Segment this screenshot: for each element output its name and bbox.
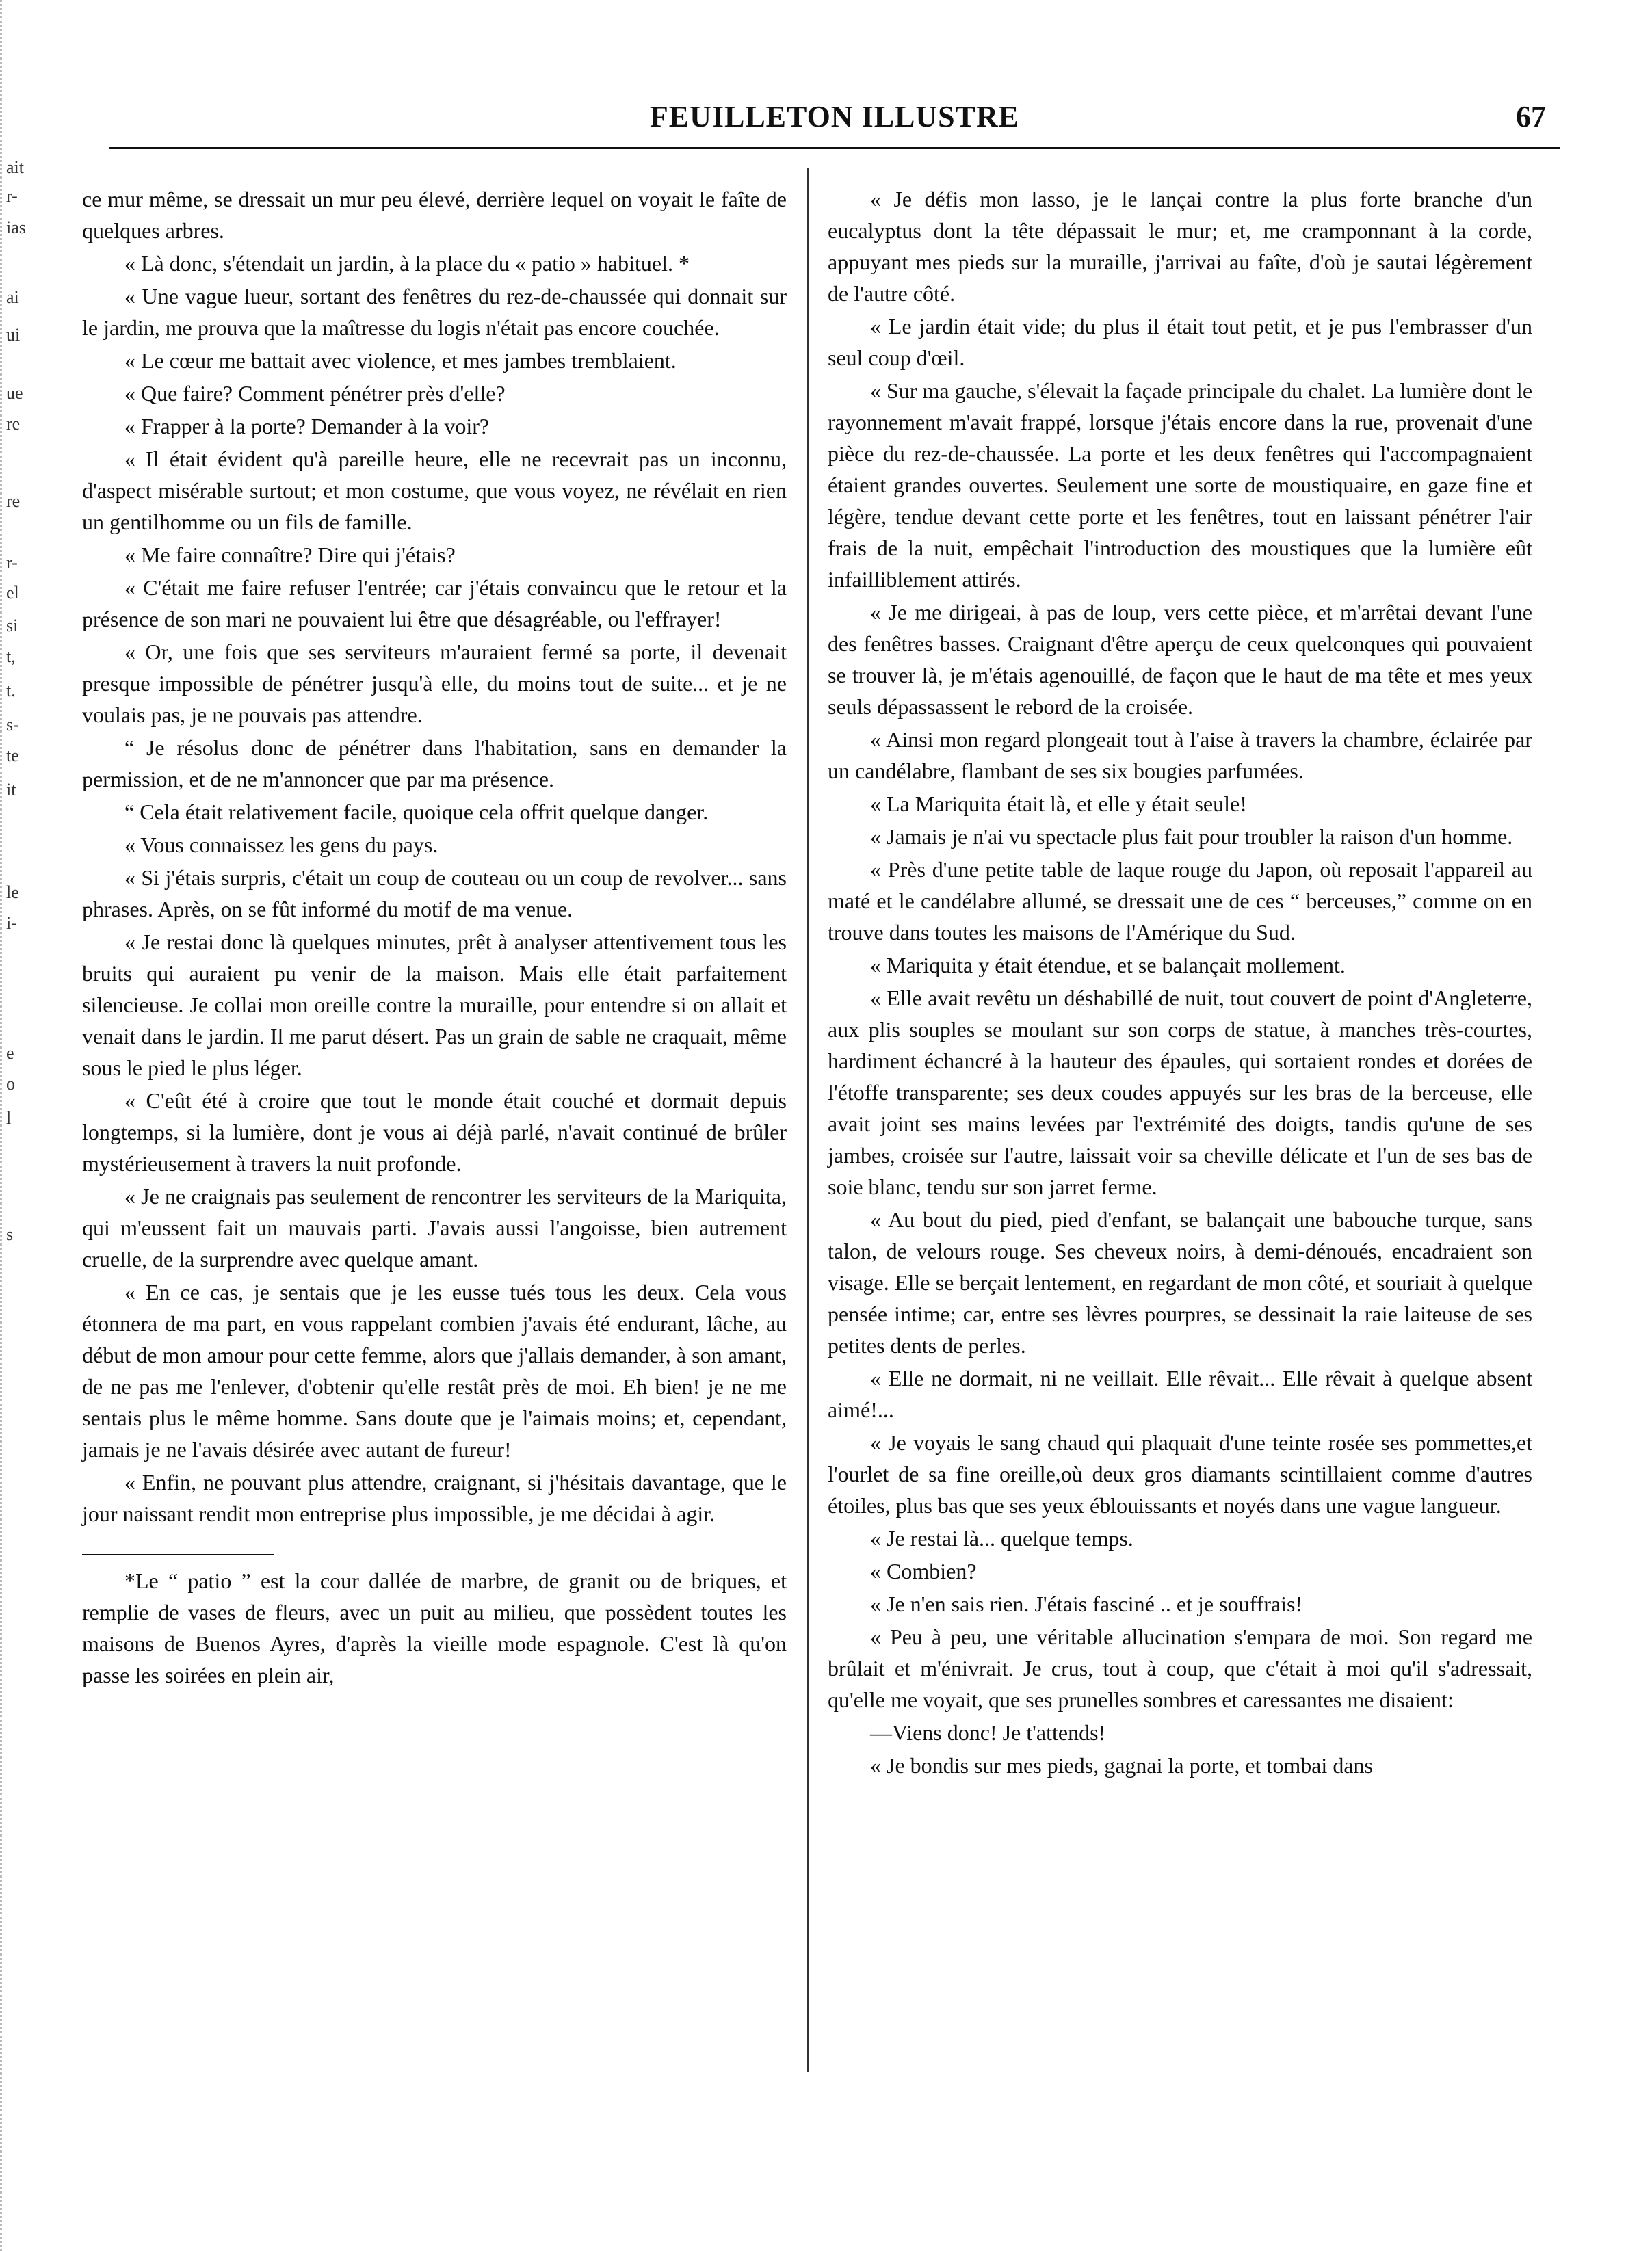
paragraph: « Le jardin était vide; du plus il était tout petit, et je pus l'embrasser d'un seul coup d'œil. bbox=[828, 314, 1532, 370]
margin-fragment: r- bbox=[6, 186, 18, 206]
paragraph: « Si j'étais surpris, c'était un coup de couteau ou un coup de revolver... sans phrases. Après, on se fût informé du motif de ma venue. bbox=[82, 865, 787, 921]
header-rule bbox=[109, 147, 1560, 149]
margin-fragment: t, bbox=[6, 646, 16, 666]
paragraph: « Je bondis sur mes pieds, gagnai la porte, et tombai dans bbox=[870, 1753, 1373, 1778]
page-number: 67 bbox=[1516, 100, 1546, 133]
paragraph: « Jamais je n'ai vu spectacle plus fait pour troubler la raison d'un homme. bbox=[870, 824, 1513, 849]
margin-fragment: ue bbox=[6, 383, 23, 403]
paragraph: « Près d'une petite table de laque rouge du Japon, où reposait l'appareil au maté et le candélabre allumé, se dressait une de ces “ berceuses,” comme on en trouve dans toutes les maisons de l'Amérique du Sud. bbox=[828, 857, 1532, 945]
paragraph: « Le cœur me battait avec violence, et mes jambes tremblaient. bbox=[124, 348, 677, 373]
right-column bbox=[828, 183, 1532, 1782]
paragraph: « Or, une fois que ses serviteurs m'auraient fermé sa porte, il devenait presque impossible de pénétrer jusqu'à elle, du moins tout de suite... et je ne voulais pas, je ne pouvais pas attendre. bbox=[82, 640, 787, 727]
paragraph: « Je restai là... quelque temps. bbox=[870, 1526, 1133, 1551]
footnote-text: *Le “ patio ” est la cour dallée de marbre, de granit ou de briques, et remplie de vases de fleurs, avec un puit au milieu, que possèdent toutes les maisons de Buenos Ayres, d'après la vieille mode espagnole. C'est là qu'on passe les soirées en plein air, bbox=[82, 1568, 787, 1687]
column-divider bbox=[807, 168, 809, 2072]
paragraph: « Je me dirigeai, à pas de loup, vers cette pièce, et m'arrêtai devant l'une des fenêtres basses. Craignant d'être aperçu de ceux quelconques qui pouvaient se trouver là, je m'étais agenouillé, de façon que le haut de ma tête et mes yeux seuls dépassassent le rebord de la croisée. bbox=[828, 600, 1532, 719]
paragraph: « Là donc, s'étendait un jardin, à la place du « patio » habituel. * bbox=[124, 251, 690, 276]
paragraph: « Je ne craignais pas seulement de rencontrer les serviteurs de la Mariquita, qui m'eussent fait un mauvais parti. J'avais aussi l'angoisse, bien autrement cruelle, de la surprendre avec quelque amant. bbox=[82, 1184, 787, 1272]
paragraph: « Me faire connaître? Dire qui j'étais? bbox=[124, 542, 456, 567]
paragraph: « Ainsi mon regard plongeait tout à l'aise à travers la chambre, éclairée par un candélabre, flambant de ses six bougies parfumées. bbox=[828, 727, 1532, 783]
margin-fragment: ui bbox=[6, 325, 21, 345]
paragraph: « Vous connaissez les gens du pays. bbox=[124, 832, 438, 857]
page-header bbox=[109, 96, 1560, 138]
margin-fragment: el bbox=[6, 583, 19, 603]
margin-fragment: ias bbox=[6, 218, 26, 237]
paragraph: —Viens donc! Je t'attends! bbox=[870, 1720, 1106, 1745]
margin-fragment: si bbox=[6, 616, 18, 635]
paragraph: « Que faire? Comment pénétrer près d'elle? bbox=[124, 381, 506, 406]
paragraph: « Peu à peu, une véritable allucination s'empara de moi. Son regard me brûlait et m'énivrait. Je crus, tout à coup, que c'était à moi qu'il s'adressait, qu'elle me voyait, que ses prunelles sombres et caressantes me disaient: bbox=[828, 1624, 1532, 1712]
margin-fragment: s- bbox=[6, 715, 19, 735]
facing-page-margin-bleed bbox=[0, 0, 57, 2251]
paragraph: « Combien? bbox=[870, 1559, 977, 1583]
paragraph: « Une vague lueur, sortant des fenêtres du rez-de-chaussée qui donnait sur le jardin, me prouva que la maîtresse du logis n'était pas encore couchée. bbox=[82, 284, 787, 340]
paragraph: « Je voyais le sang chaud qui plaquait d'une teinte rosée ses pommettes,et l'ourlet de sa fine oreille,où deux gros diamants scintillaient comme d'autres étoiles, plus bas que ses yeux éblouissants et noyés dans une vague langueur. bbox=[828, 1430, 1532, 1518]
paragraph: « C'eût été à croire que tout le monde était couché et dormait depuis longtemps, si la lumière, dont je vous ai déjà parlé, n'avait continué de brûler mystérieusement à travers la nuit profonde. bbox=[82, 1088, 787, 1176]
footnote bbox=[82, 1565, 787, 1691]
margin-fragment: s bbox=[6, 1224, 14, 1244]
margin-fragment: r- bbox=[6, 553, 18, 572]
margin-fragment: e bbox=[6, 1043, 14, 1063]
margin-fragment: ai bbox=[6, 287, 19, 307]
paragraph: « Sur ma gauche, s'élevait la façade principale du chalet. La lumière dont le rayonnement m'avait frappé, lorsque j'étais encore dans la rue, provenait d'une pièce du rez-de-chaussée. La porte et les deux fenêtres qui l'accompagnaient étaient grandes ouvertes. Seulement une sorte de moustiquaire, en gaze fine et légère, tendue devant cette porte et les fenêtres, tout en laissant pénétrer l'air frais de la nuit, empêchait l'introduction des moustiques que la lumière eût infailliblement attirés. bbox=[828, 378, 1533, 592]
margin-fragment: o bbox=[6, 1074, 15, 1094]
footnote-rule bbox=[82, 1554, 274, 1555]
paragraph: « Je restai donc là quelques minutes, prêt à analyser attentivement tous les bruits qui auraient pu venir de la maison. Mais elle était parfaitement silencieuse. Je collai mon oreille contre la muraille, pour entendre si on allait et venait dans le jardin. Il me parut désert. Pas un grain de sable ne craquait, même sous le pied le plus léger. bbox=[82, 930, 787, 1080]
paragraph: « La Mariquita était là, et elle y était seule! bbox=[870, 791, 1247, 816]
paragraph: « Je défis mon lasso, je le lançai contre la plus forte branche d'un eucalyptus dont la tête dépassait le mur; et, me cramponnant à la corde, appuyant mes pieds sur la muraille, j'arrivai au faîte, d'où je sautai légèrement de l'autre côté. bbox=[828, 187, 1532, 306]
margin-fragment: l bbox=[6, 1108, 12, 1128]
margin-fragment: t. bbox=[6, 681, 16, 700]
paragraph: « C'était me faire refuser l'entrée; car j'étais convaincu que le retour et la présence de son mari ne pouvaient lui être que désagréable, ou l'effrayer! bbox=[82, 575, 787, 631]
paragraph: « Il était évident qu'à pareille heure, elle ne recevrait pas un inconnu, d'aspect misérable surtout; et mon costume, que vous voyez, ne révélait en rien un gentilhomme ou un fils de famille. bbox=[82, 447, 787, 534]
paragraph: « Je n'en sais rien. J'étais fasciné .. et je souffrais! bbox=[870, 1592, 1303, 1616]
paragraph: « Elle ne dormait, ni ne veillait. Elle rêvait... Elle rêvait à quelque absent aimé!... bbox=[828, 1366, 1532, 1422]
paragraph: « Mariquita y était étendue, et se balançait mollement. bbox=[870, 953, 1346, 977]
margin-fragment: le bbox=[6, 882, 19, 902]
margin-fragment: ait bbox=[6, 157, 24, 177]
margin-fragment: re bbox=[6, 491, 21, 511]
paragraph: « Enfin, ne pouvant plus attendre, craignant, si j'hésitais davantage, que le jour naissant rendit mon entreprise plus impossible, je me décidai à agir. bbox=[82, 1470, 787, 1526]
margin-fragment: it bbox=[6, 780, 16, 800]
left-column bbox=[82, 183, 787, 1692]
paragraph: “ Cela était relativement facile, quoique cela offrit quelque danger. bbox=[124, 800, 709, 824]
paragraph: « Frapper à la porte? Demander à la voir? bbox=[124, 414, 490, 438]
paragraph: « Au bout du pied, pied d'enfant, se balançait une babouche turque, sans talon, de velours rouge. Ses cheveux noirs, à demi-dénoués, encadraient son visage. Elle se berçait lentement, en regardant de mon côté, et souriait à quelque pensée intime; car, entre ses lèvres pourpres, se dessinait la raie laiteuse de ses petites dents de perles. bbox=[828, 1207, 1532, 1358]
margin-fragment: i- bbox=[6, 913, 17, 933]
paragraph: « En ce cas, je sentais que je les eusse tués tous les deux. Cela vous étonnera de ma part, en vous rappelant combien j'avais été endurant, lâche, au début de mon amour pour cette femme, alors que j'allais demander, à son amant, de ne pas me l'enlever, d'obtenir qu'elle restât près de moi. Eh bien! je ne me sentais plus le même homme. Sans doute que je l'aimais moins; et, cependant, jamais je ne l'avais désirée avec autant de fureur! bbox=[82, 1280, 787, 1462]
paragraph: « Elle avait revêtu un déshabillé de nuit, tout couvert de point d'Angleterre, aux plis souples se moulant sur son corps de statue, à manches très-courtes, hardiment échancré à la hauteur des épaules, qui sortaient rondes et dorées de l'étoffe transparente; ses deux coudes appuyés sur les bras de la berceuse, elle avait joint ses mains levées par l'extrémité des doigts, tandis qu'une de ses jambes, croisée sur l'autre, laissait voir sa cheville délicate et l'un de ses bas de soie blanc, tendu sur son jarret ferme. bbox=[828, 986, 1532, 1199]
running-head: FEUILLETON ILLUSTRE bbox=[649, 100, 1020, 133]
margin-fragment: te bbox=[6, 746, 19, 765]
margin-fragment: re bbox=[6, 414, 21, 434]
paragraph: “ Je résolus donc de pénétrer dans l'habitation, sans en demander la permission, et de ne m'annoncer que par ma présence. bbox=[82, 735, 787, 791]
paragraph: ce mur même, se dressait un mur peu élevé, derrière lequel on voyait le faîte de quelques arbres. bbox=[82, 187, 787, 243]
